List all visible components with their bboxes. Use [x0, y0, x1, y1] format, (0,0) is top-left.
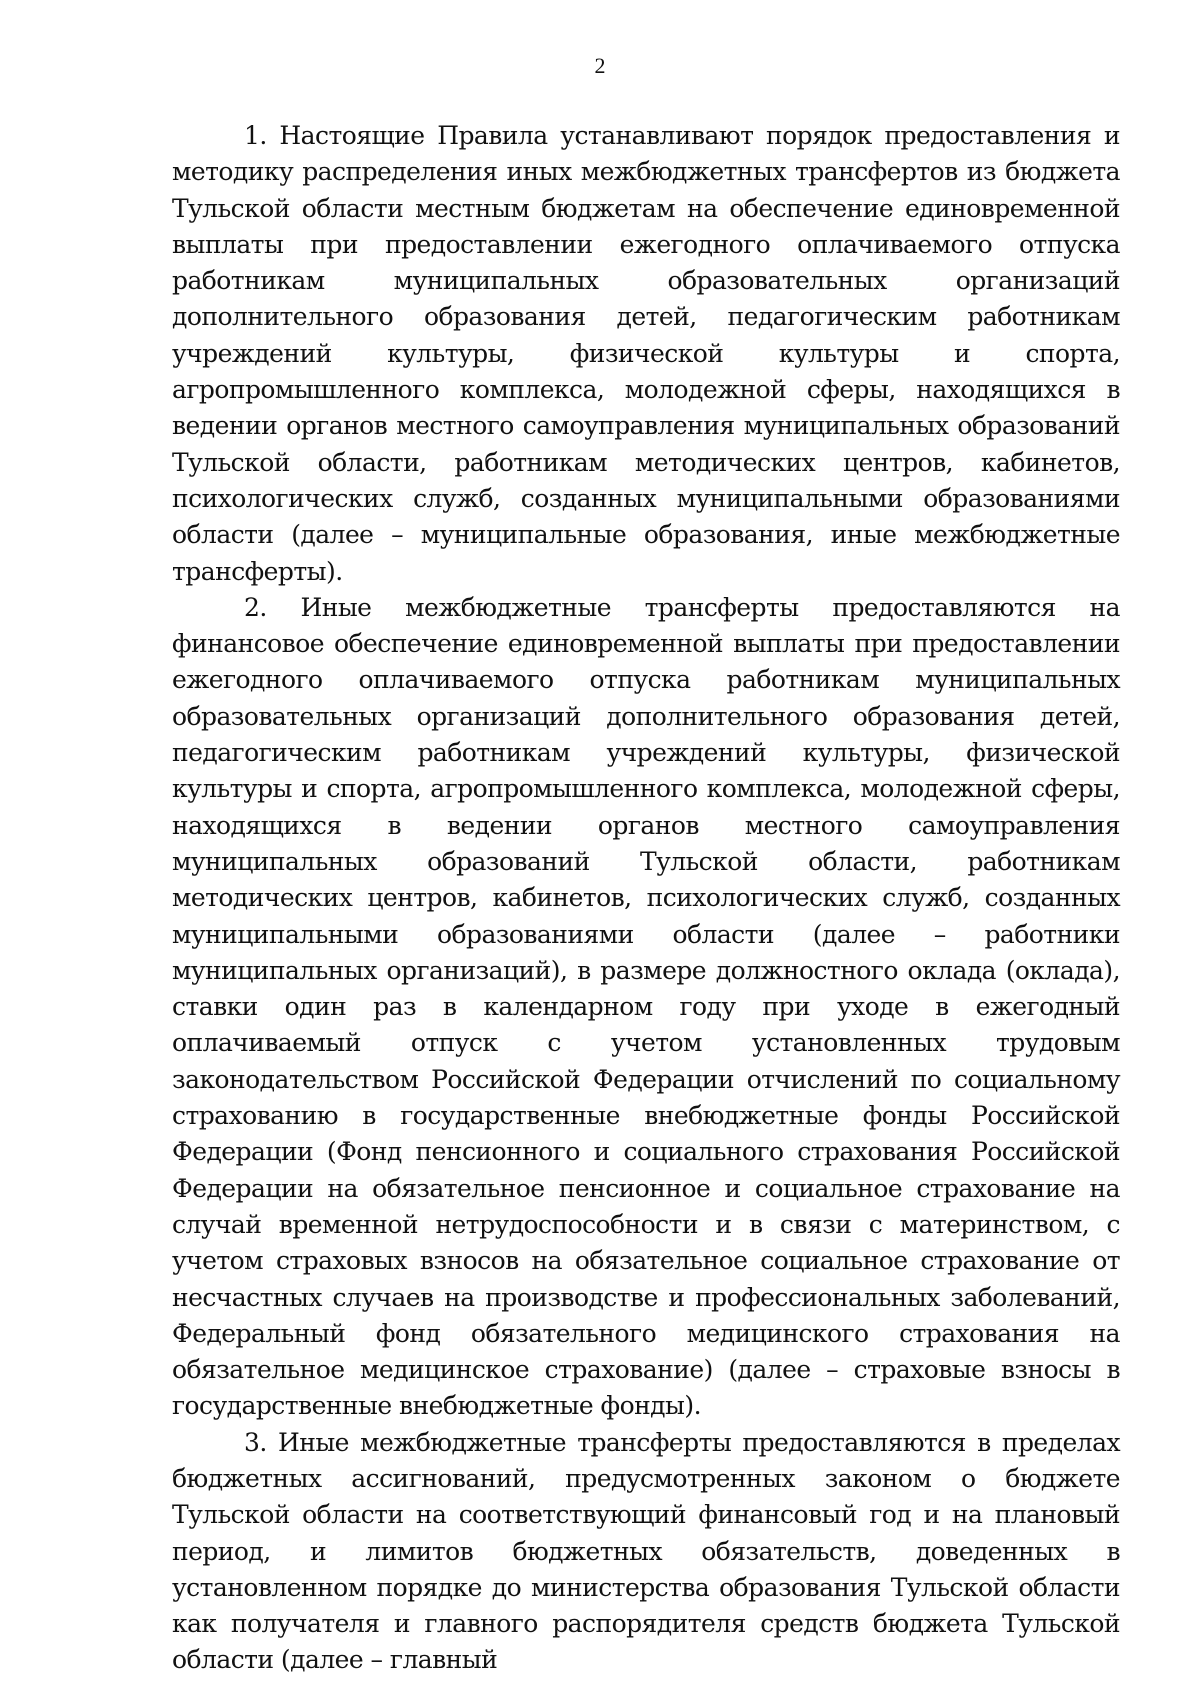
- page-number: 2: [594, 53, 606, 78]
- document-body: [172, 118, 1120, 1679]
- paragraph-3: 3. Иные межбюджетные трансферты предоставляются в пределах бюджетных ассигнований, предусмотренных законом о бюджете Тульской области на соответствующий финансовый год и на плановый период, и лимитов бюджетных обязательств, доведенных в установленном порядке до министерства образования Тульской области как получателя и главного распорядителя средств бюджета Тульской области (далее – главный: [172, 1427, 1120, 1675]
- paragraph-2: 2. Иные межбюджетные трансферты предоставляются на финансовое обеспечение единовременной выплаты при предоставлении ежегодного оплачиваемого отпуска работникам муниципальных образовательных организаций дополнительного образования детей, педагогическим работникам учреждений культуры, физической культуры и спорта, агропромышленного комплекса, молодежной сферы, находящихся в ведении органов местного самоуправления муниципальных образований Тульской области, работникам методических центров, кабинетов, психологических служб, созданных муниципальными образованиями области (далее – работники муниципальных организаций), в размере должностного оклада (оклада), ставки один раз в календарном году при уходе в ежегодный оплачиваемый отпуск с учетом установленных трудовым законодательством Российской Федерации отчислений по социальному страхованию в государственные внебюджетные фонды Российской Федерации (Фонд пенсионного и социального страхования Российской Федерации на обязательное пенсионное и социальное страхование на случай временной нетрудоспособности и в связи с материнством, с учетом страховых взносов на обязательное социальное страхование от несчастных случаев на производстве и профессиональных заболеваний, Федеральный фонд обязательного медицинского страхования на обязательное медицинское страхование) (далее – страховые взносы в государственные внебюджетные фонды).: [172, 592, 1120, 1421]
- paragraph-1: 1. Настоящие Правила устанавливают порядок предоставления и методику распределения иных межбюджетных трансфертов из бюджета Тульской области местным бюджетам на обеспечение единовременной выплаты при предоставлении ежегодного оплачиваемого отпуска работникам муниципальных образовательных организаций дополнительного образования детей, педагогическим работникам учреждений культуры, физической культуры и спорта, агропромышленного комплекса, молодежной сферы, находящихся в ведении органов местного самоуправления муниципальных образований Тульской области, работникам методических центров, кабинетов, психологических служб, созданных муниципальными образованиями области (далее – муниципальные образования, иные межбюджетные трансферты).: [172, 121, 1120, 586]
